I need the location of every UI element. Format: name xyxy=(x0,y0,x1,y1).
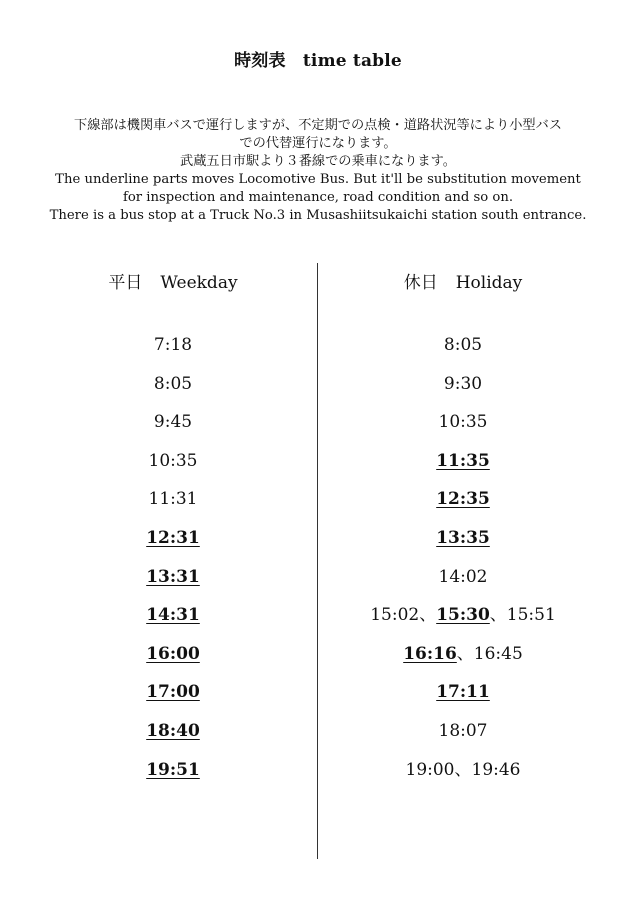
departure-time-locomotive: 16:16 xyxy=(403,643,457,664)
departure-time: 15:51 xyxy=(506,605,556,626)
departure-time: 14:02 xyxy=(438,566,488,587)
time-separator: 、 xyxy=(419,605,437,626)
time-row xyxy=(23,326,323,365)
time-row xyxy=(313,596,613,635)
departure-time-locomotive: 13:31 xyxy=(146,566,200,587)
weekday-header xyxy=(23,268,323,298)
weekday-label-jp: 平日 xyxy=(108,273,143,293)
time-separator: 、 xyxy=(456,643,474,664)
weekday-times xyxy=(23,326,323,789)
departure-time: 16:45 xyxy=(473,643,523,664)
time-row xyxy=(23,635,323,674)
departure-time: 8:05 xyxy=(153,373,193,394)
holiday-header xyxy=(313,268,613,298)
departure-time: 10:35 xyxy=(148,450,198,471)
departure-time-locomotive: 17:00 xyxy=(146,682,200,703)
time-separator: 、 xyxy=(454,759,472,780)
time-row xyxy=(313,442,613,481)
departure-time: 18:07 xyxy=(438,720,488,741)
holiday-label-jp: 休日 xyxy=(403,273,438,293)
time-row xyxy=(23,558,323,597)
note-line: 武蔵五日市駅より３番線での乗車になります。 xyxy=(180,154,456,169)
departure-time-locomotive: 12:35 xyxy=(436,489,490,510)
time-row xyxy=(23,480,323,519)
departure-time-locomotive: 13:35 xyxy=(436,527,490,548)
time-row xyxy=(313,403,613,442)
time-row xyxy=(23,365,323,404)
departure-time: 19:00 xyxy=(405,759,455,780)
time-row xyxy=(23,519,323,558)
time-row xyxy=(313,558,613,597)
departure-time-locomotive: 19:51 xyxy=(146,759,200,780)
departure-time: 8:05 xyxy=(443,335,483,355)
note-line: での代替運行になります。 xyxy=(239,136,397,151)
time-row xyxy=(313,751,613,790)
note-line: for inspection and maintenance, road condition and so on. xyxy=(122,190,514,205)
time-row xyxy=(313,673,613,712)
departure-time-locomotive: 16:00 xyxy=(146,643,200,664)
time-row xyxy=(313,365,613,404)
note-line: There is a bus stop at a Truck No.3 in Musashiitsukaichi station south entrance. xyxy=(49,208,587,223)
departure-time-locomotive: 15:30 xyxy=(436,605,490,626)
note-line: The underline parts moves Locomotive Bus. But it'll be substitution movement xyxy=(55,172,581,187)
departure-time: 9:30 xyxy=(443,373,483,394)
time-row xyxy=(313,712,613,751)
time-row xyxy=(313,519,613,558)
departure-time: 9:45 xyxy=(153,412,193,433)
departure-time-locomotive: 17:11 xyxy=(436,682,490,703)
time-row xyxy=(313,326,613,365)
time-row xyxy=(23,712,323,751)
page-title: 時刻表 time table xyxy=(234,51,402,71)
holiday-label-en: Holiday xyxy=(455,273,523,293)
note-line: 下線部は機関車バスで運行しますが、不定期での点検・道路状況等により小型バス xyxy=(74,118,562,133)
holiday-times xyxy=(313,326,613,789)
holiday-column xyxy=(313,268,613,789)
departure-time: 7:18 xyxy=(153,335,193,355)
time-row xyxy=(23,673,323,712)
departure-time: 10:35 xyxy=(438,412,488,433)
time-row xyxy=(23,403,323,442)
time-separator: 、 xyxy=(489,605,507,626)
time-row xyxy=(23,596,323,635)
departure-time-locomotive: 12:31 xyxy=(146,527,200,548)
notes-block xyxy=(0,117,636,225)
weekday-column xyxy=(23,268,323,789)
time-row xyxy=(23,751,323,790)
departure-time-locomotive: 14:31 xyxy=(146,605,200,626)
weekday-label-en: Weekday xyxy=(160,273,238,293)
time-row xyxy=(313,480,613,519)
departure-time: 19:46 xyxy=(471,759,521,780)
departure-time: 15:02 xyxy=(370,605,420,626)
time-row xyxy=(23,442,323,481)
departure-time-locomotive: 18:40 xyxy=(146,720,200,741)
time-row xyxy=(313,635,613,674)
departure-time: 11:31 xyxy=(148,489,198,510)
departure-time-locomotive: 11:35 xyxy=(436,450,490,471)
